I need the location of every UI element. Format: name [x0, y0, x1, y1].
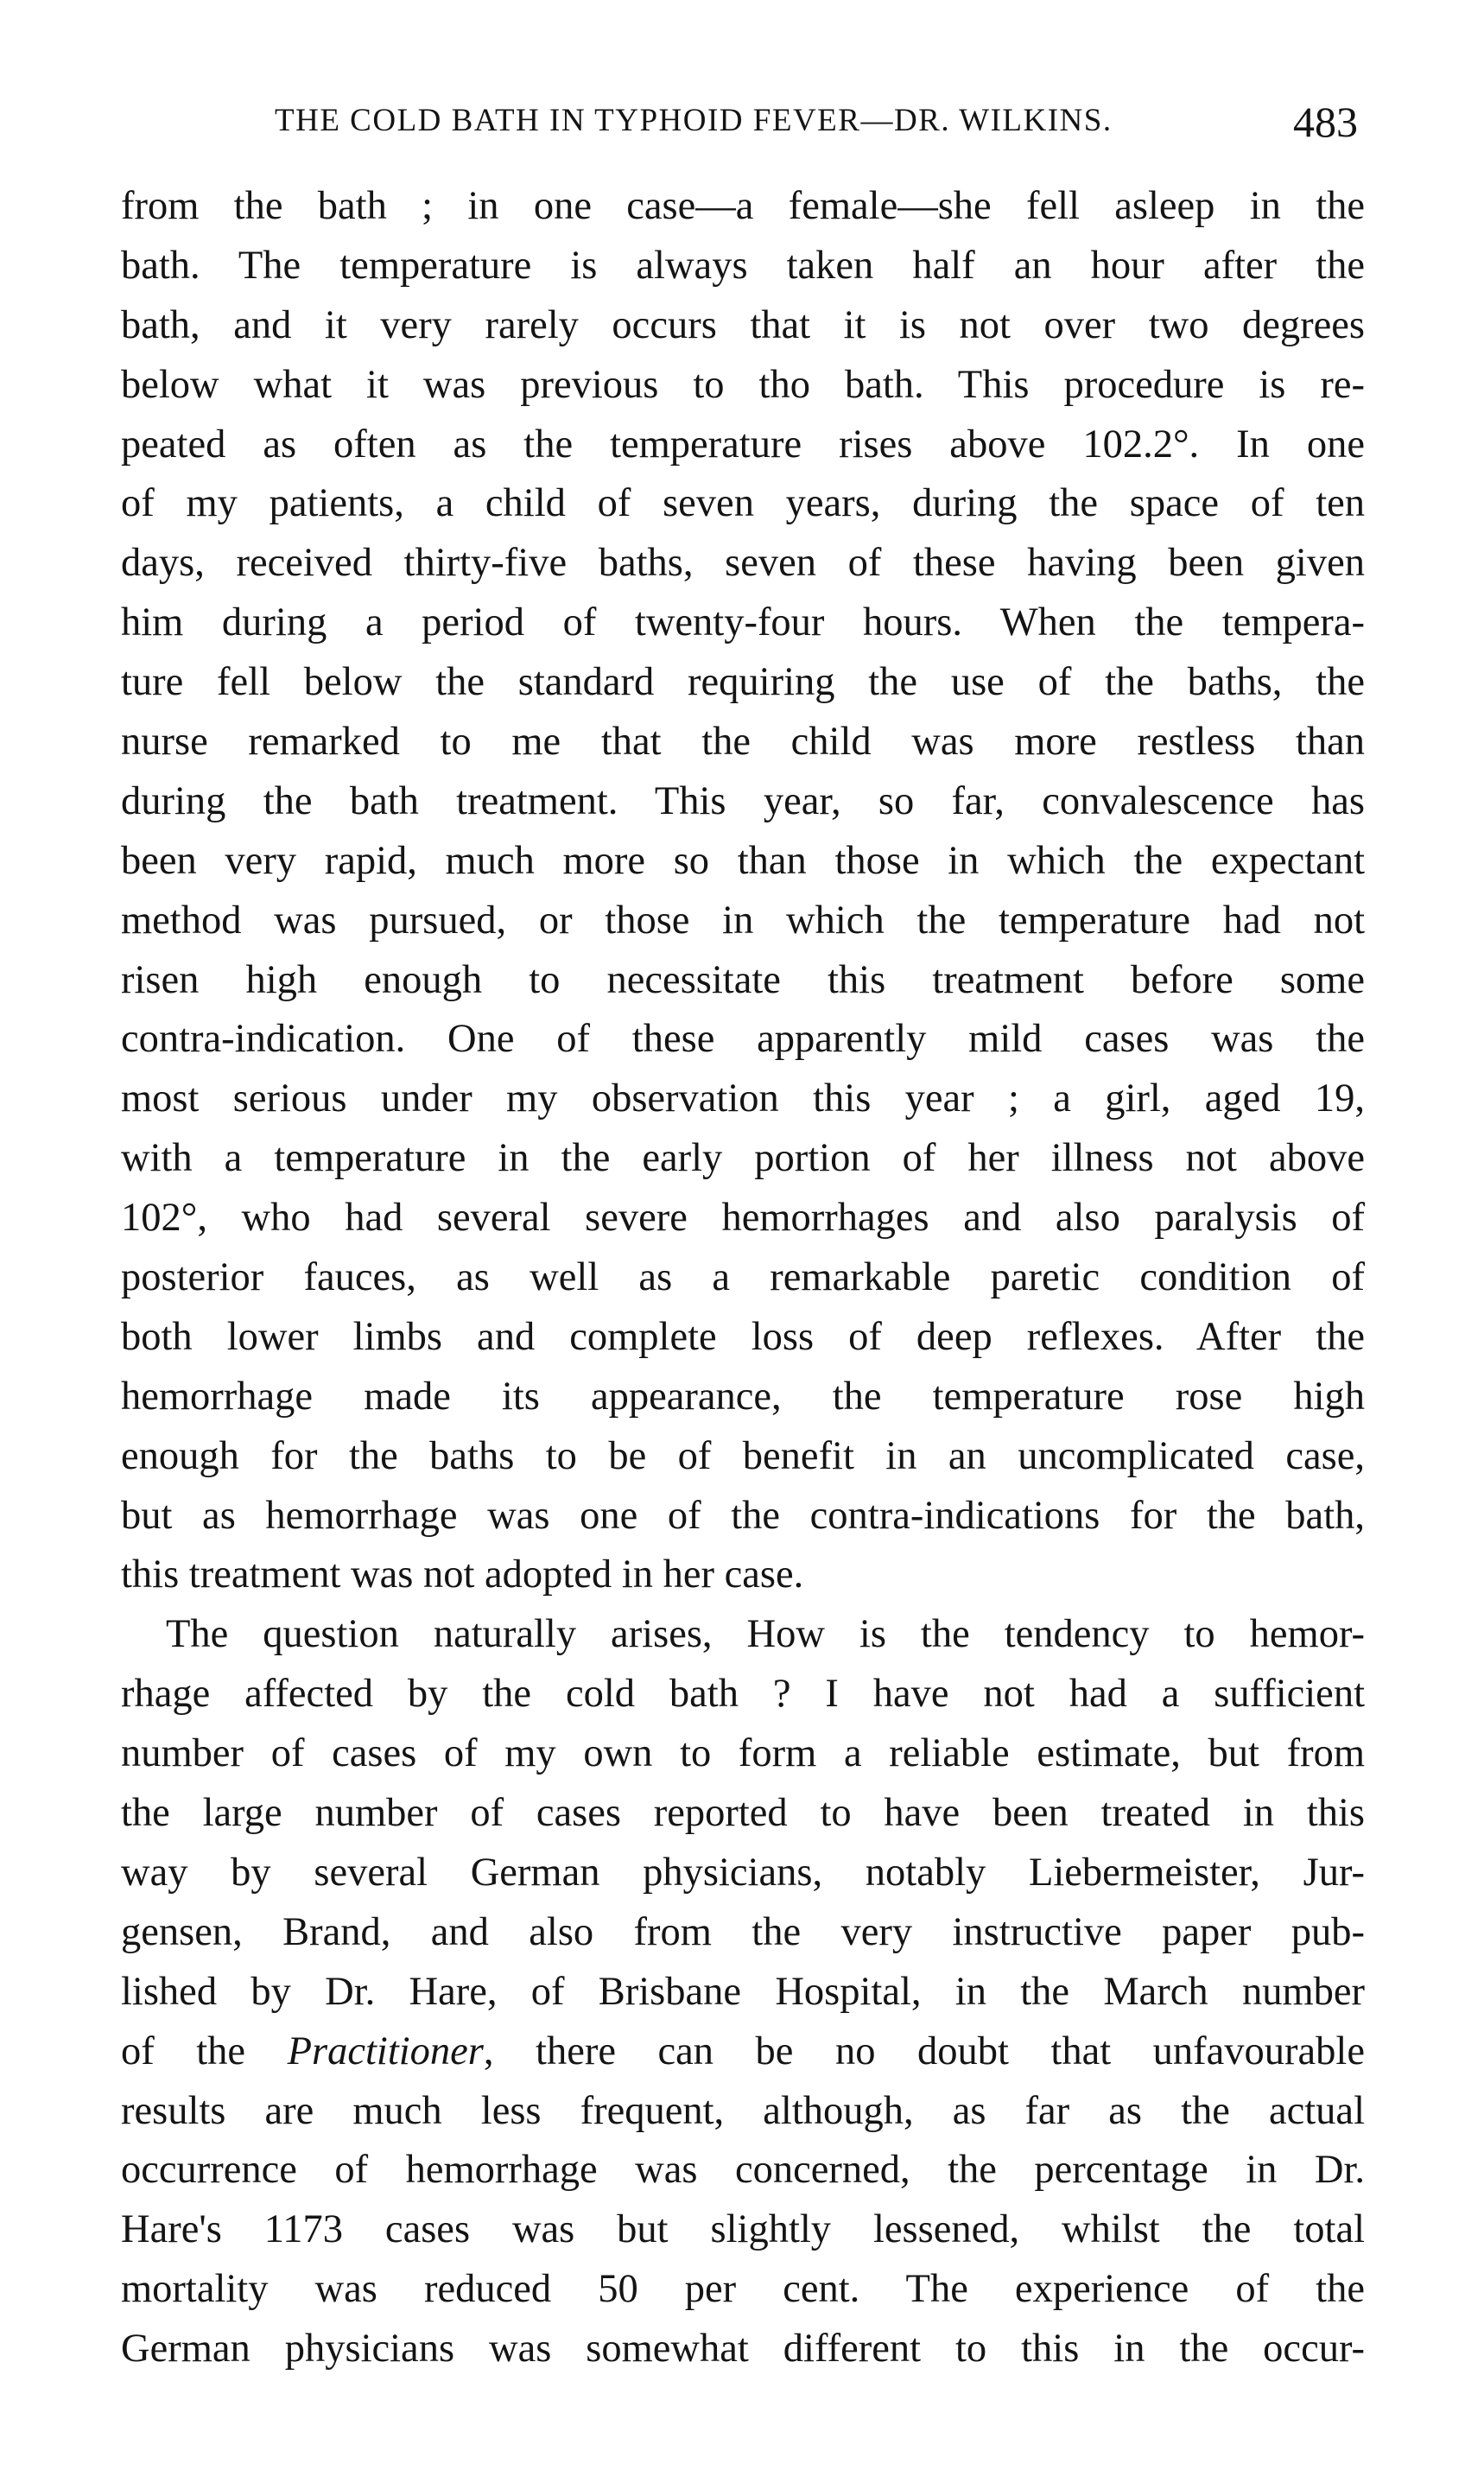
text-line: risen high enough to necessitate this treatment before some	[121, 957, 1365, 1002]
text-line: of my patients, a child of seven years, during the space of ten	[121, 481, 1365, 526]
text-line: mortality was reduced 50 per cent. The experience of the	[121, 2267, 1365, 2312]
text-line: this treatment was not adopted in her case.	[121, 1552, 804, 1597]
text-line: posterior fauces, as well as a remarkable paretic condition of	[121, 1255, 1365, 1300]
text-line: bath. The temperature is always taken half an hour after the	[121, 243, 1365, 288]
text-line: lished by Dr. Hare, of Brisbane Hospital, in the March number	[121, 1969, 1365, 2014]
text-line: nurse remarked to me that the child was more restless than	[121, 720, 1365, 765]
text-line: been very rapid, much more so than those in which the expectant	[121, 838, 1365, 883]
body-text	[121, 177, 1365, 2379]
text-line: Hare's 1173 cases was but slightly lessened, whilst the total	[121, 2207, 1365, 2252]
text-line: hemorrhage made its appearance, the temperature rose high	[121, 1374, 1365, 1419]
text-line: with a temperature in the early portion of her illness not above	[121, 1136, 1365, 1181]
paragraph-2	[121, 1605, 1365, 2379]
text-line: bath, and it very rarely occurs that it is not over two degrees	[121, 302, 1365, 347]
text-line: The question naturally arises, How is the tendency to hemor-	[166, 1612, 1365, 1657]
text-line: number of cases of my own to form a reliable estimate, but from	[121, 1731, 1365, 1776]
text-line: during the bath treatment. This year, so far, convalescence has	[121, 778, 1365, 823]
journal-title: Practitioner	[287, 2029, 484, 2073]
text-line: ture fell below the standard requiring the use of the baths, the	[121, 660, 1365, 705]
text-line: from the bath ; in one case—a female—she fell asleep in the	[121, 184, 1365, 228]
text-line: method was pursued, or those in which the temperature had not	[121, 898, 1365, 943]
text-line: both lower limbs and complete loss of deep reflexes. After the	[121, 1314, 1365, 1359]
running-head	[121, 97, 1363, 157]
text-line: German physicians was somewhat different to this in the occur-	[121, 2327, 1365, 2372]
paragraph-1	[121, 177, 1365, 1605]
text-line: days, received thirty-five baths, seven of these having been given	[121, 541, 1365, 586]
text-line: but as hemorrhage was one of the contra-indications for the bath,	[121, 1493, 1365, 1538]
text-line: peated as often as the temperature rises above 102.2°. In one	[121, 422, 1365, 467]
text-line: contra-indication. One of these apparently mild cases was the	[121, 1017, 1365, 1062]
running-title: THE COLD BATH IN TYPHOID FEVER—DR. WILKINS.	[275, 103, 1113, 138]
text-line: occurrence of hemorrhage was concerned, the percentage in Dr.	[121, 2148, 1365, 2193]
text-line: results are much less frequent, although, as far as the actual	[121, 2088, 1365, 2133]
text-line: rhage affected by the cold bath ? I have not had a sufficient	[121, 1672, 1365, 1717]
text-line: way by several German physicians, notably Liebermeister, Jur-	[121, 1850, 1365, 1895]
text-line: him during a period of twenty-four hours. When the tempera-	[121, 600, 1365, 645]
text-line: 102°, who had several severe hemorrhages and also paralysis of	[121, 1196, 1365, 1241]
text-line: the large number of cases reported to have been treated in this	[121, 1791, 1365, 1836]
text-line: enough for the baths to be of benefit in an uncomplicated case,	[121, 1433, 1365, 1478]
text-line: of the Practitioner, there can be no doubt that unfavourable	[121, 2029, 1365, 2073]
text-line: most serious under my observation this year ; a girl, aged 19,	[121, 1076, 1365, 1121]
text-line: below what it was previous to tho bath. This procedure is re-	[121, 362, 1365, 407]
text-line: gensen, Brand, and also from the very instructive paper pub-	[121, 1909, 1365, 1954]
page-number: 483	[1293, 98, 1358, 146]
